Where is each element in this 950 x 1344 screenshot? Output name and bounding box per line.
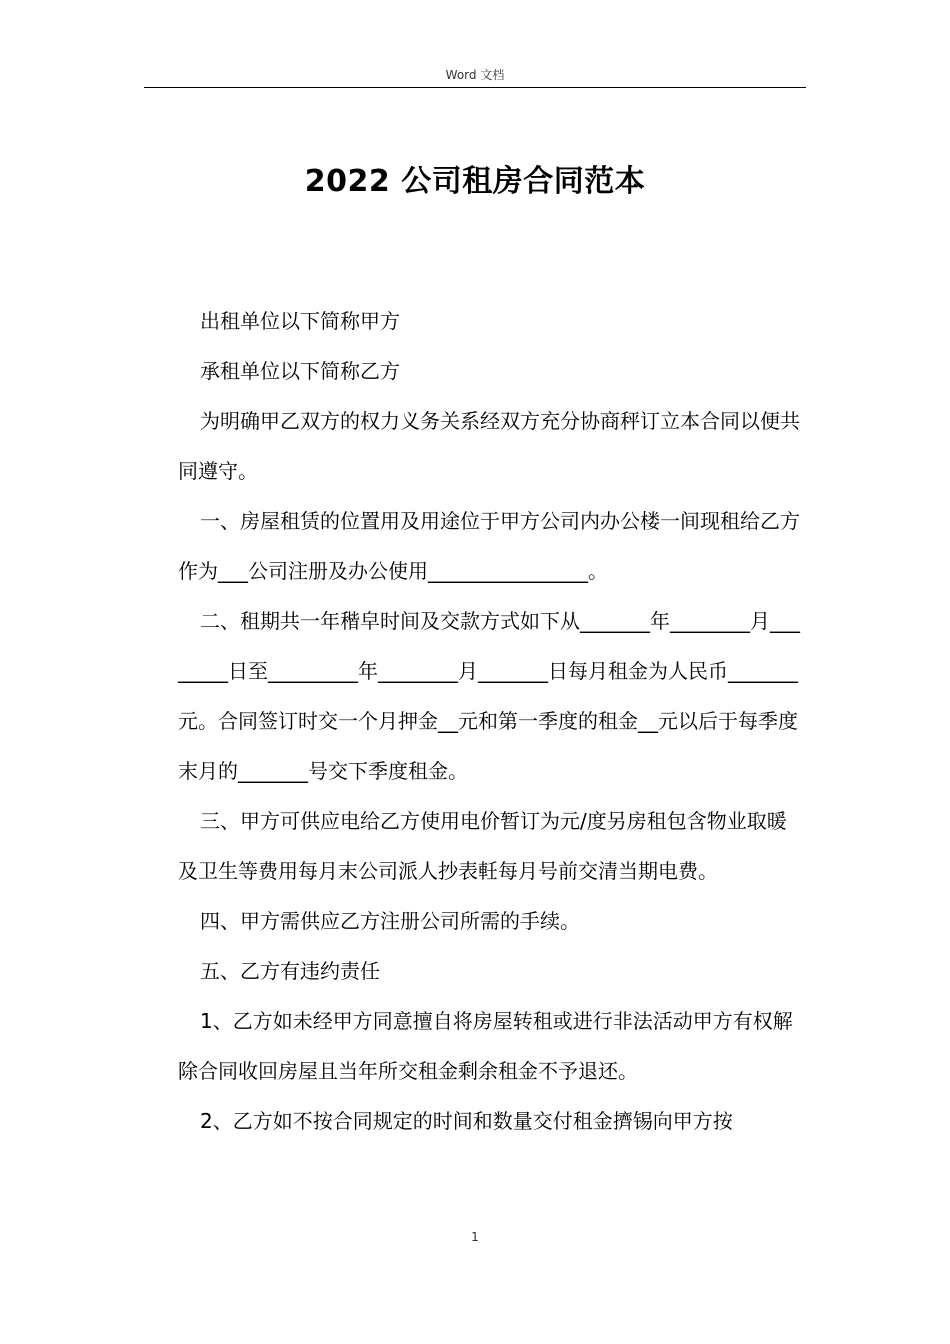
- paragraph-lessor: 出租单位以下简称甲方: [200, 309, 400, 333]
- document-title: 2022 公司租房合同范本: [304, 164, 646, 199]
- paragraph-clause-4: 四、甲方需供应乙方注册公司所需的手续。: [200, 909, 580, 933]
- paragraph-clause-5: 五、乙方有违约责任: [200, 959, 380, 983]
- paragraph-clause-3: 三、甲方可供应电给乙方使用电价暂订为元/度另房租包含物业取暖及卫生等费用每月末公司派人抄表軠每月号前交清当期电费。: [178, 809, 787, 883]
- paragraph-clause-5-item-2: 2、乙方如不按合同规定的时间和数量交付租金擠锡向甲方按: [200, 1109, 733, 1133]
- document-body: [178, 296, 802, 1146]
- page-number: 1: [471, 1230, 479, 1244]
- paragraph-lessee: 承租单位以下简称乙方: [200, 359, 400, 383]
- paragraph-preamble: 为明确甲乙双方的权力义务关系经双方充分协商秤订立本合同以便共同遵守。: [178, 409, 800, 483]
- paragraph-clause-5-item-1: 1、乙方如未经甲方同意擅自将房屋转租或进行非法活动甲方有权解除合同收回房屋且当年所交租金剩余租金不予退还。: [178, 1009, 793, 1083]
- header-rule: [144, 87, 806, 88]
- page-header: Word 文档: [445, 68, 505, 82]
- paragraph-clause-2: 二、租期共一年稭皁时间及交款方式如下从_______年________月________日至_________年________月_______日每月租金为人民币_______元。合同签订时交一个月押金__元和第一季度的租金__元以后于每季度末月的_______号交下季度租金。: [178, 609, 800, 783]
- paragraph-clause-1: 一、房屋租赁的位置用及用途位于甲方公司内办公楼一间现租给乙方作为___公司注册及办公使用________________。: [178, 509, 800, 583]
